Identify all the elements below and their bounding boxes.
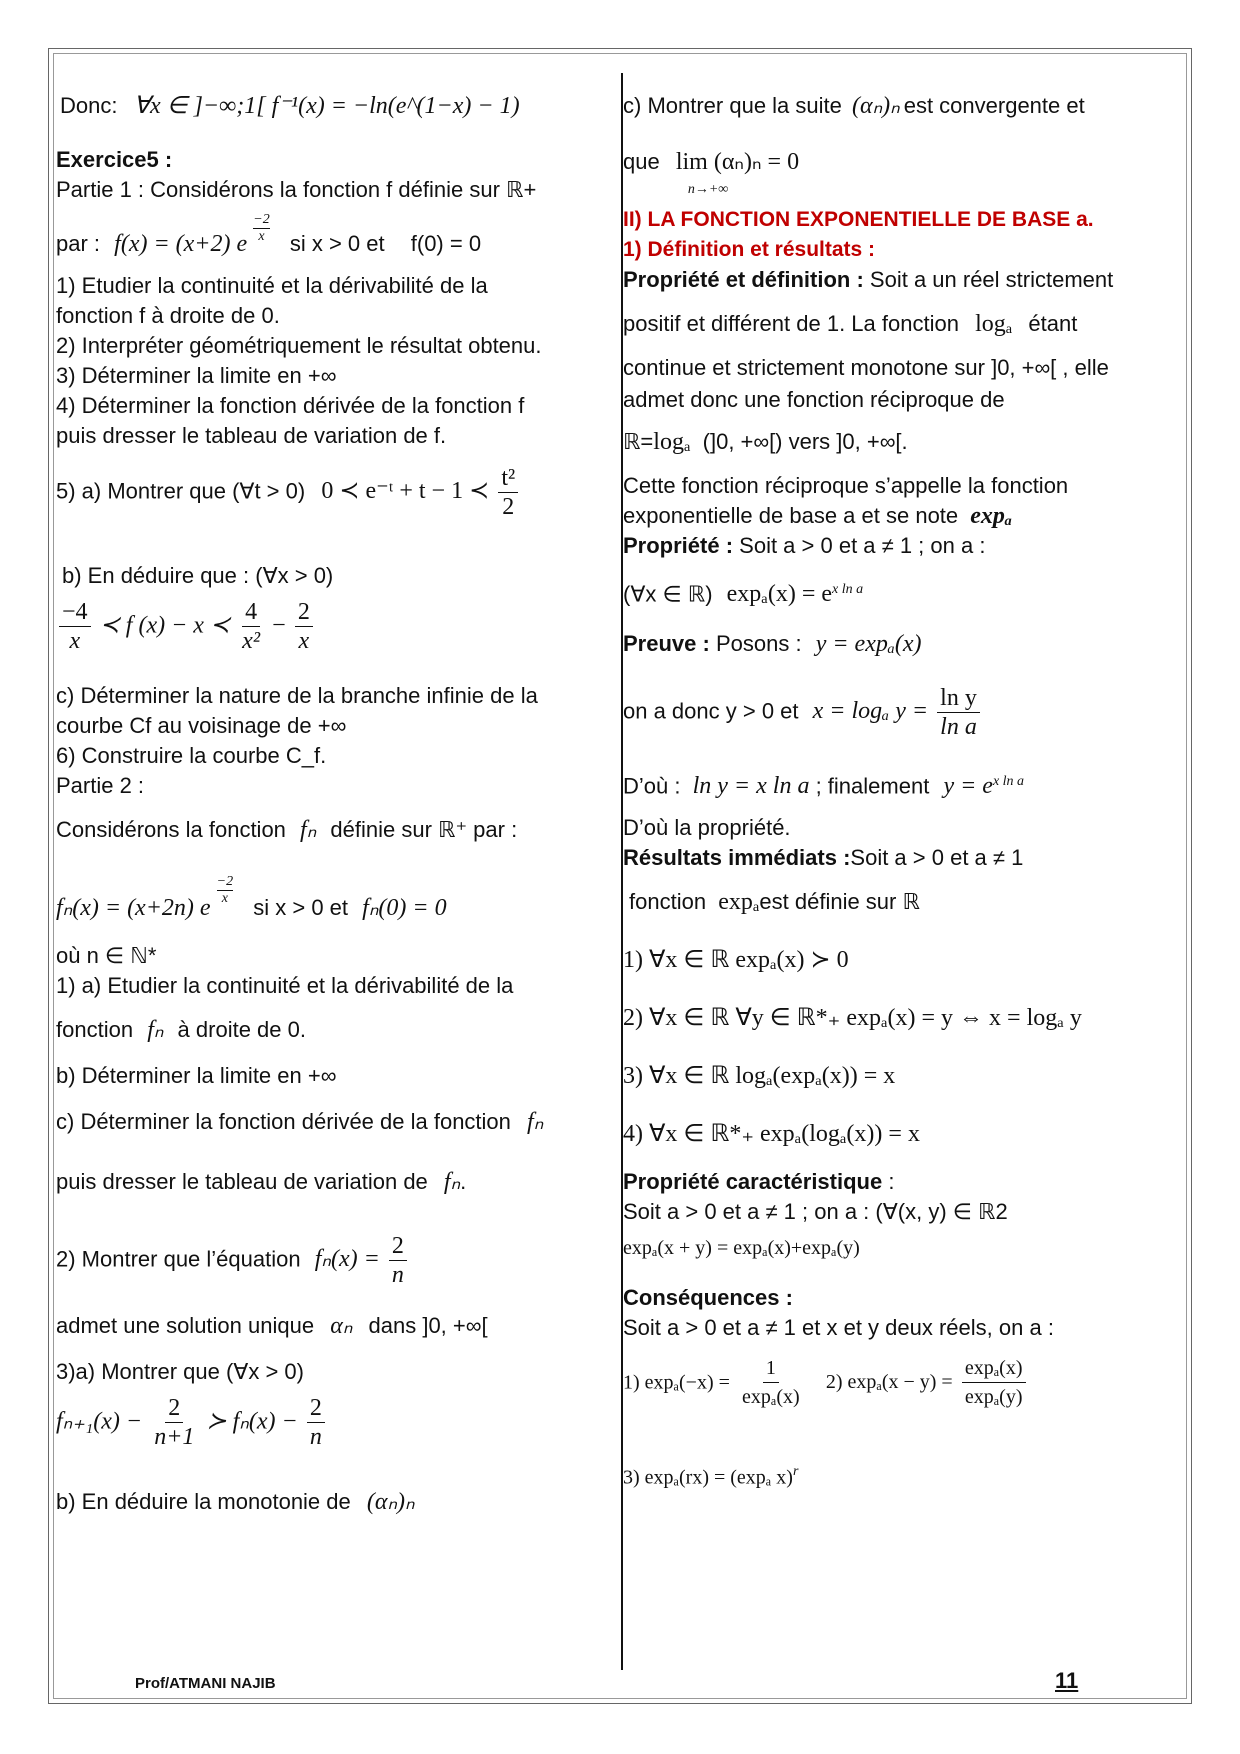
q5a-frac-den: 2 <box>502 494 515 520</box>
q5b-inequality <box>56 598 316 655</box>
p2q3b-text: b) En déduire la monotonie de <box>56 1489 351 1514</box>
p2q2b-b: dans ]0, +∞[ <box>368 1313 488 1338</box>
dou-propriete: D’où la propriété. <box>623 815 791 840</box>
exp-a-power: x ln a <box>832 582 864 597</box>
results-line <box>623 842 1023 874</box>
p2q2-lhs: fₙ(x) = <box>314 1246 380 1273</box>
f-exponent <box>253 212 269 245</box>
limit-formula: lim (αₙ)ₙ = 0 <box>675 149 800 175</box>
p2q3-lhs: fₙ₊₁(x) − <box>56 1408 143 1435</box>
result-4: 4) ∀x ∈ ℝ*₊ expₐ(logₐ(x)) = x <box>623 1121 920 1147</box>
p2q3-frac2-num: 2 <box>307 1394 325 1423</box>
prop-def-b2: étant <box>1028 311 1078 336</box>
p2q3-middle: ≻ fₙ(x) − <box>206 1408 298 1435</box>
fn-exponent-num: −2 <box>216 874 234 889</box>
question-4b: puis dresser le tableau de variation de f. <box>56 423 447 448</box>
ln-frac-den: ln a <box>940 714 977 740</box>
property-line <box>623 530 985 562</box>
donc-line-right <box>623 684 983 741</box>
cons1-den: expₐ(x) <box>742 1386 800 1408</box>
question-6: 6) Construire la courbe C_f. <box>56 743 327 768</box>
limit-expression <box>675 146 800 197</box>
q5a-fraction <box>498 464 518 521</box>
exp-defined-line <box>629 886 920 918</box>
p2q2-frac-num: 2 <box>389 1232 407 1261</box>
question-5c-a: c) Déterminer la nature de la branche infinie de la <box>56 683 538 708</box>
p2-question-1a: 1) a) Etudier la continuité et la dérivabilité de la <box>56 973 514 998</box>
q5b-frac1 <box>59 598 91 655</box>
cons1-fraction <box>739 1354 803 1411</box>
donc-text: on a donc y > 0 et <box>623 698 799 724</box>
question-1b: fonction f à droite de 0. <box>56 303 280 328</box>
char-prop-colon: : <box>882 1169 895 1194</box>
q5a-frac-num: t² <box>498 464 518 493</box>
p2q2-text: 2) Montrer que l’équation <box>56 1246 301 1272</box>
question-5a <box>56 464 521 521</box>
q5b-middle: ≺ f (x) − x ≺ <box>99 612 231 639</box>
condition: si x > 0 et <box>289 231 385 256</box>
section-subtitle: 1) Définition et résultats : <box>623 238 876 261</box>
part2-intro-b: définie sur ℝ⁺ par : <box>330 817 518 842</box>
fn-condition: si x > 0 et <box>253 895 349 920</box>
result-1: 1) ∀x ∈ ℝ expₐ(x) ≻ 0 <box>623 947 849 973</box>
question-3: 3) Déterminer la limite en +∞ <box>56 363 337 388</box>
forall-x: (∀x ∈ ℝ) <box>623 581 713 607</box>
fn-exponent <box>217 874 233 907</box>
q5b-frac2 <box>239 598 263 655</box>
limit-subscript: n→+∞ <box>687 182 729 197</box>
prop-def-b1: positif et différent de 1. La fonction <box>623 311 959 336</box>
question-c-text: c) Montrer que la suite <box>623 93 842 118</box>
fn-symbol: fₙ <box>300 817 317 843</box>
q5b-frac1-num: −4 <box>59 598 91 627</box>
proof-text: Posons : <box>715 631 802 656</box>
fn-exponent-den: x <box>221 891 228 906</box>
q5b-frac2-num: 4 <box>242 598 260 627</box>
consequences-label: Conséquences : <box>623 1285 793 1310</box>
prop-def-line4: admet donc une fonction réciproque de <box>623 387 1005 412</box>
ln-fraction <box>937 684 980 741</box>
part2-intro <box>56 814 517 846</box>
q5b-frac1-den: x <box>69 628 81 654</box>
prop-def-e2: (]0, +∞[) vers ]0, +∞[. <box>702 429 908 454</box>
p2q2b-a: admet une solution unique <box>56 1313 315 1338</box>
question-c-text-b: est convergente et <box>903 93 1085 118</box>
ln-equation: ln y = x ln a <box>692 773 810 800</box>
consequences-text: Soit a > 0 et a ≠ 1 et x et y deux réels, on a : <box>623 1315 1054 1340</box>
prop-def-e1: ℝ= <box>623 429 654 454</box>
defined-on-r: est définie sur ℝ <box>759 889 920 914</box>
q5b-frac3-den: x <box>298 628 310 654</box>
p2q3-frac2 <box>307 1394 325 1451</box>
f-at-zero: f(0) = 0 <box>410 231 482 256</box>
exp-a-notation: expₐ <box>970 503 1013 529</box>
cons3-formula: 3) expₐ(rx) = (expₐ x) <box>623 1466 793 1489</box>
q5b-minus: − <box>272 612 286 639</box>
question-c <box>623 90 1085 122</box>
char-prop-text: Soit a > 0 et a ≠ 1 ; on a : (∀(x, y) ∈ ℝ2 <box>623 1199 1008 1224</box>
alpha-sequence: (αₙ)ₙ <box>852 93 900 119</box>
exp-a-formula: expₐ(x) = e <box>726 581 833 608</box>
alpha-n: αₙ <box>330 1313 353 1339</box>
log-relation: x = logₐ y = <box>812 698 929 725</box>
question-1a: 1) Etudier la continuité et la dérivabilité de la <box>56 273 488 298</box>
part2-intro-a: Considérons la fonction <box>56 817 286 842</box>
question-4a: 4) Déterminer la fonction dérivée de la fonction f <box>56 393 525 418</box>
property-formula-line <box>623 574 863 610</box>
cons1-lhs: 1) expₐ(−x) = <box>623 1371 730 1394</box>
fn-definition-line <box>56 874 447 924</box>
cons2-den: expₐ(y) <box>964 1386 1023 1408</box>
exponent-num: −2 <box>253 212 270 227</box>
p2q2-frac-den: n <box>391 1262 404 1288</box>
p2-question-1c <box>56 1106 543 1138</box>
n-domain: où n ∈ ℕ* <box>56 943 157 968</box>
part2-title: Partie 2 : <box>56 773 145 798</box>
page-number: 11 <box>1055 1668 1079 1693</box>
char-prop-line <box>623 1166 894 1198</box>
y-formula: y = e <box>943 773 993 800</box>
prop-def-label: Propriété et définition : <box>623 267 864 292</box>
exponent-den: x <box>258 229 265 244</box>
proof-line <box>623 628 922 660</box>
q5b-frac3 <box>295 598 313 655</box>
log-a: logₐ <box>653 429 691 455</box>
question-2: 2) Interpréter géométriquement le résultat obtenu. <box>56 333 542 358</box>
log-a: logₐ <box>975 311 1013 337</box>
prop-def-line <box>623 264 1113 296</box>
q5a-inequality: 0 ≺ e⁻ᵗ + t − 1 ≺ <box>321 478 490 505</box>
section-title: II) LA FONCTION EXPONENTIELLE DE BASE a. <box>623 208 1094 231</box>
q5a-text: 5) a) Montrer que (∀t > 0) <box>56 478 306 504</box>
question-5c-b: courbe Cf au voisinage de +∞ <box>56 713 347 738</box>
y-power: x ln a <box>992 774 1025 789</box>
ln-frac-num: ln y <box>937 684 980 713</box>
que-label: que <box>623 149 660 174</box>
p2q3-frac1-num: 2 <box>165 1394 183 1423</box>
inverse-formula: ∀x ∈ ]−∞;1[ f⁻¹(x) = −ln(e^(1−x) − 1) <box>133 93 520 119</box>
p2-question-3b <box>56 1486 415 1518</box>
dou-line <box>623 766 1024 802</box>
fn-symbol: fₙ <box>147 1017 164 1043</box>
exp-a: expₐ <box>718 889 760 915</box>
char-prop-label: Propriété caractéristique <box>623 1169 883 1194</box>
par-label: par : <box>56 231 101 256</box>
part1-function-line <box>56 212 481 260</box>
proof-formula: y = expₐ(x) <box>815 631 922 657</box>
finalement-text: ; finalement <box>815 773 930 799</box>
prop-def-line5 <box>623 426 908 458</box>
p2q3-frac1-den: n+1 <box>154 1424 195 1450</box>
p2-question-3a: 3)a) Montrer que (∀x > 0) <box>56 1359 304 1384</box>
p2-question-1c-cont: puis dresser le tableau de variation de fₙ. <box>56 1169 467 1195</box>
fonction-label: fonction <box>629 889 707 914</box>
p2-question-1b: b) Déterminer la limite en +∞ <box>56 1063 337 1088</box>
question-5b: b) En déduire que : (∀x > 0) <box>62 563 334 588</box>
cons2-fraction <box>962 1354 1026 1411</box>
exercise5-title: Exercice5 : <box>56 147 173 172</box>
prop-def-text: Soit a un réel strictement <box>869 267 1114 292</box>
donc-line <box>60 90 520 122</box>
p2q1b-b: à droite de 0. <box>177 1017 306 1042</box>
property-text: Soit a > 0 et a ≠ 1 ; on a : <box>739 533 986 558</box>
p2-question-2-cont <box>56 1310 488 1342</box>
p2q2-fraction <box>389 1232 407 1289</box>
cons2-lhs: 2) expₐ(x − y) = <box>825 1371 953 1394</box>
p2q1e-text: puis dresser le tableau de variation de <box>56 1169 428 1194</box>
prop-def-line3: continue et strictement monotone sur ]0, +∞[ , elle <box>623 355 1109 380</box>
p2q3-inequality <box>56 1394 328 1451</box>
author-footer: Prof/ATMANI NAJIB <box>135 1675 276 1692</box>
prop-def-line2 <box>623 308 1077 340</box>
fn-symbol: fₙ <box>527 1109 544 1135</box>
alpha-sequence: (αₙ)ₙ <box>366 1489 415 1515</box>
reciprocal-line2 <box>623 500 1012 532</box>
p2q3-frac1 <box>151 1394 197 1451</box>
consequences-1-2 <box>623 1354 1029 1411</box>
property-label: Propriété : <box>623 533 734 558</box>
proof-label: Preuve : <box>623 631 710 656</box>
reciprocal-text: exponentielle de base a et se note <box>623 503 959 528</box>
dou-label: D’où : <box>623 773 681 799</box>
reciprocal-line1: Cette fonction réciproque s’appelle la fonction <box>623 473 1069 498</box>
fn-symbol: fₙ <box>443 1169 461 1195</box>
cons2-num: expₐ(x) <box>962 1354 1026 1383</box>
result-2: 2) ∀x ∈ ℝ ∀y ∈ ℝ*₊ expₐ(x) = y ⇔ x = logₐ y <box>623 1005 1082 1031</box>
limit-line <box>623 146 800 197</box>
f-definition: f(x) = (x+2) e <box>114 231 248 257</box>
p2-question-1a-cont <box>56 1014 306 1046</box>
fn-definition: fₙ(x) = (x+2n) e <box>56 895 211 921</box>
donc-label: Donc: <box>60 93 118 118</box>
part1-intro: Partie 1 : Considérons la fonction f définie sur ℝ+ <box>56 177 537 202</box>
cons1-num: 1 <box>763 1354 779 1383</box>
q5b-frac2-den: x² <box>242 628 261 654</box>
p2q1b-a: fonction <box>56 1017 134 1042</box>
p2q3-frac2-den: n <box>309 1424 322 1450</box>
result-3: 3) ∀x ∈ ℝ logₐ(expₐ(x)) = x <box>623 1063 896 1089</box>
fn-at-zero: fₙ(0) = 0 <box>362 895 447 921</box>
consequence-3 <box>623 1456 798 1493</box>
p2q1d-text: c) Déterminer la fonction dérivée de la fonction <box>56 1109 511 1134</box>
results-text: Soit a > 0 et a ≠ 1 <box>850 845 1024 870</box>
char-prop-formula: expₐ(x + y) = expₐ(x)+expₐ(y) <box>623 1237 860 1259</box>
p2-question-2 <box>56 1232 410 1289</box>
results-label: Résultats immédiats : <box>623 845 851 870</box>
q5b-frac3-num: 2 <box>295 598 313 627</box>
cons3-power: r <box>792 1464 799 1479</box>
